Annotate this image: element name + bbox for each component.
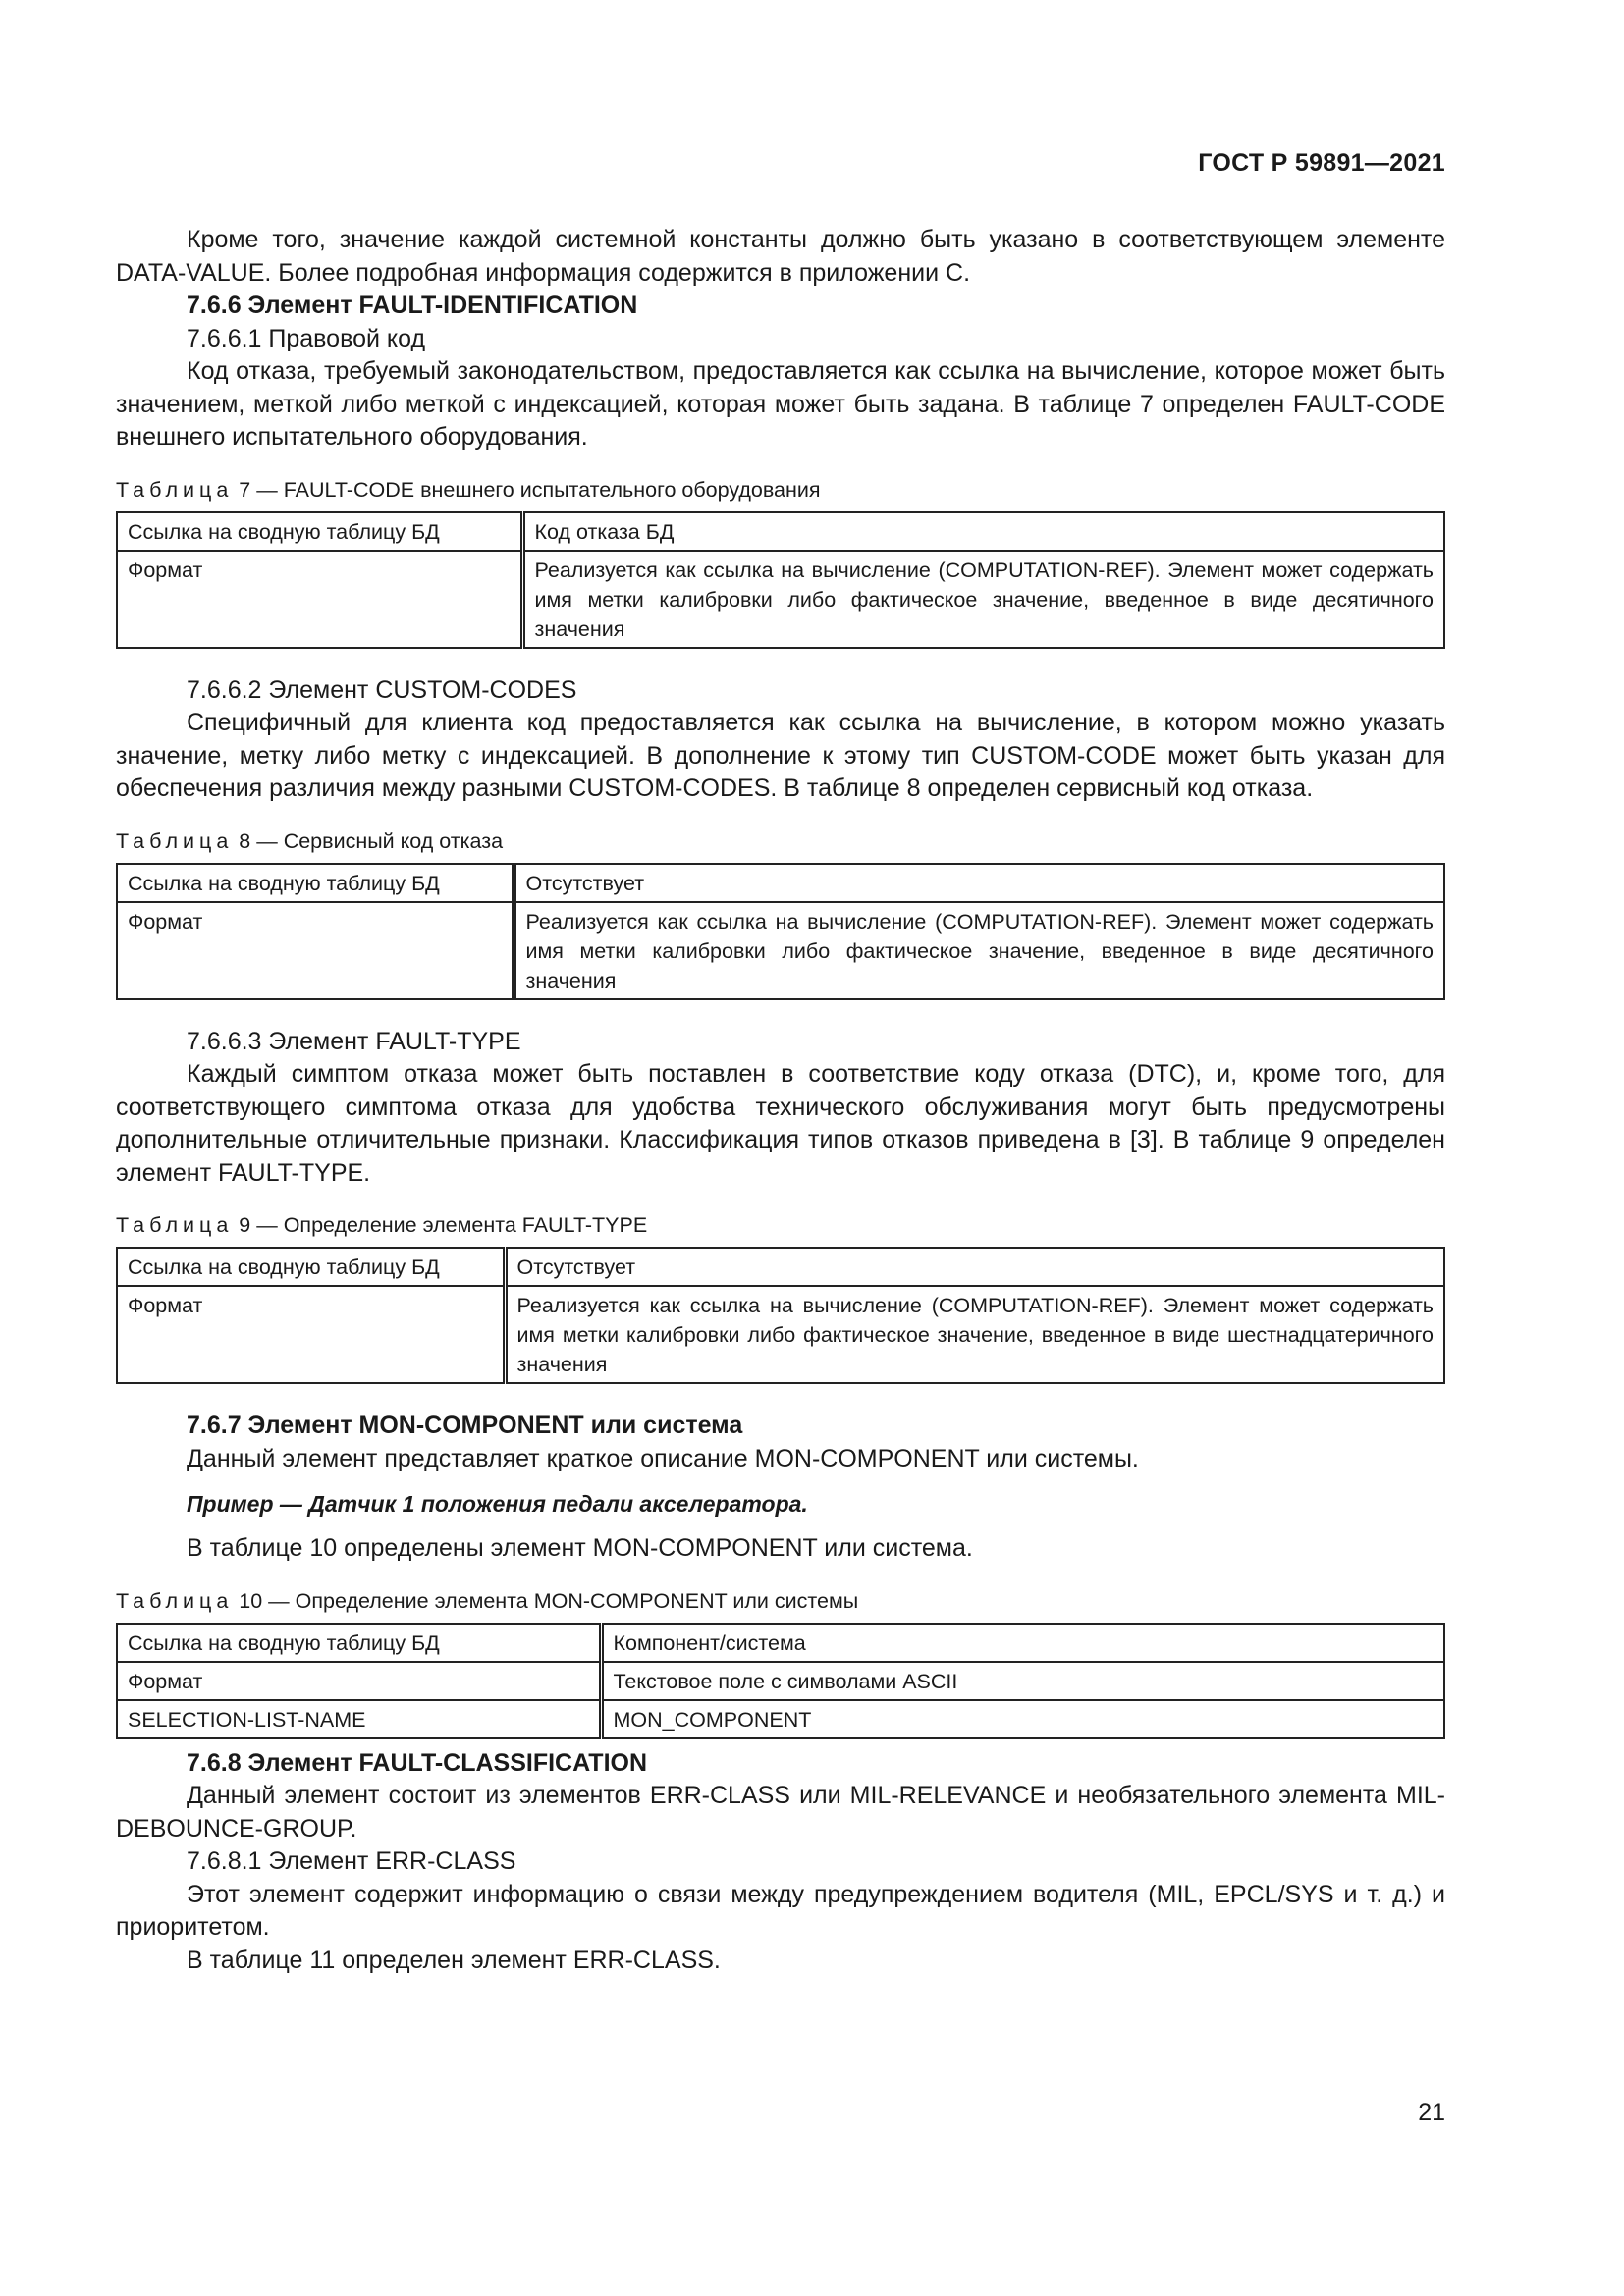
paragraph-7-6-7-table-ref: В таблице 10 определены элемент MON-COMPONENT или система. — [187, 1534, 973, 1562]
paragraph-7-6-6-2: Специфичный для клиента код предоставляется как ссылка на вычисление, в котором можно указать значение, метку либо метку с индексацией. В дополнение к этому тип CUSTOM-CODE может быть указан для обеспечения различия между разными CUSTOM-CODES. В таблице 8 определен сервисный код отказа. — [116, 709, 1445, 802]
paragraph-7-6-8: Данный элемент состоит из элементов ERR-CLASS или MIL-RELEVANCE и необязательного элемента MIL-DEBOUNCE-GROUP. — [116, 1782, 1445, 1842]
table-9-caption — [116, 1211, 1445, 1239]
subsection-7-6-6-3-title: 7.6.6.3 Элемент FAULT-TYPE — [187, 1027, 521, 1055]
table-8-caption-word: Таблица — [116, 828, 234, 853]
table-8 — [116, 863, 1445, 1000]
table-9-caption-word: Таблица — [116, 1213, 234, 1237]
table-cell: Ссылка на сводную таблицу БД — [117, 512, 522, 551]
table-row — [117, 1662, 1444, 1700]
table-7-caption-word: Таблица — [116, 477, 234, 502]
table-cell: Компонент/система — [601, 1624, 1444, 1662]
table-10 — [116, 1623, 1445, 1739]
table-cell: Ссылка на сводную таблицу БД — [117, 1248, 505, 1286]
table-10-caption — [116, 1587, 1445, 1615]
table-cell: Отсутствует — [505, 1248, 1444, 1286]
subsection-7-6-8-1-title: 7.6.8.1 Элемент ERR-CLASS — [187, 1847, 516, 1875]
table-8-caption — [116, 828, 1445, 855]
table-row — [117, 1248, 1444, 1286]
table-cell: Реализуется как ссылка на вычисление (COMPUTATION-REF). Элемент может содержать имя метки калибровки либо фактическое значение, введенное в виде шестнадцатеричного значения — [505, 1286, 1444, 1383]
table-row — [117, 1286, 1444, 1383]
subsection-7-6-6-1-title: 7.6.6.1 Правовой код — [187, 324, 426, 352]
table-cell: Ссылка на сводную таблицу БД — [117, 864, 514, 902]
paragraph-7-6-8-1: Этот элемент содержит информацию о связи между предупреждением водителя (MIL, EPCL/SYS и т. д.) и приоритетом. — [116, 1880, 1445, 1941]
table-row — [117, 512, 1444, 551]
table-7-caption-text: 7 — FAULT-CODE внешнего испытательного оборудования — [239, 477, 821, 502]
document-header: ГОСТ Р 59891—2021 — [1198, 149, 1445, 177]
table-cell: Формат — [117, 902, 514, 999]
paragraph-7-6-8-1-table-ref: В таблице 11 определен элемент ERR-CLASS. — [187, 1946, 721, 1974]
intro-paragraph: Кроме того, значение каждой системной константы должно быть указано в соответствующем элементе DATA-VALUE. Более подробная информация содержится в приложении С. — [116, 226, 1445, 287]
table-cell: Ссылка на сводную таблицу БД — [117, 1624, 601, 1662]
table-row — [117, 551, 1444, 648]
table-cell: SELECTION-LIST-NAME — [117, 1700, 601, 1738]
table-cell: MON_COMPONENT — [601, 1700, 1444, 1738]
table-row — [117, 1624, 1444, 1662]
subsection-7-6-6-2-title: 7.6.6.2 Элемент CUSTOM-CODES — [187, 675, 577, 704]
table-7-caption — [116, 476, 1445, 504]
table-cell: Отсутствует — [514, 864, 1444, 902]
paragraph-7-6-6-1: Код отказа, требуемый законодательством, предоставляется как ссылка на вычисление, которое может быть значением, меткой либо меткой с индексацией, которая может быть задана. В таблице 7 определен FAULT-CODE внешнего испытательного оборудования. — [116, 357, 1445, 451]
table-cell: Формат — [117, 551, 522, 648]
table-7 — [116, 511, 1445, 649]
table-9-caption-text: 9 — Определение элемента FAULT-TYPE — [239, 1213, 648, 1237]
example-note: Пример — Датчик 1 положения педали акселератора. — [187, 1491, 808, 1517]
table-row — [117, 902, 1444, 999]
table-cell: Текстовое поле с символами ASCII — [601, 1662, 1444, 1700]
table-cell: Формат — [117, 1286, 505, 1383]
paragraph-7-6-7: Данный элемент представляет краткое описание MON-COMPONENT или системы. — [187, 1444, 1139, 1472]
table-row — [117, 1700, 1444, 1738]
table-row — [117, 864, 1444, 902]
table-cell: Формат — [117, 1662, 601, 1700]
section-7-6-7-title: 7.6.7 Элемент MON-COMPONENT или система — [187, 1412, 743, 1439]
table-10-caption-word: Таблица — [116, 1588, 234, 1613]
table-10-caption-text: 10 — Определение элемента MON-COMPONENT или системы — [239, 1588, 859, 1613]
table-cell: Реализуется как ссылка на вычисление (COMPUTATION-REF). Элемент может содержать имя метки калибровки либо фактическое значение, введенное в виде десятичного значения — [514, 902, 1444, 999]
table-8-caption-text: 8 — Сервисный код отказа — [239, 828, 504, 853]
section-7-6-8-title: 7.6.8 Элемент FAULT-CLASSIFICATION — [187, 1748, 648, 1777]
table-cell: Реализуется как ссылка на вычисление (COMPUTATION-REF). Элемент может содержать имя метки калибровки либо фактическое значение, введенное в виде десятичного значения — [522, 551, 1444, 648]
page-number: 21 — [1418, 2099, 1445, 2126]
page-content — [116, 224, 1445, 1977]
section-7-6-6-title: 7.6.6 Элемент FAULT-IDENTIFICATION — [187, 292, 638, 319]
table-9 — [116, 1247, 1445, 1384]
paragraph-7-6-6-3: Каждый симптом отказа может быть поставлен в соответствие коду отказа (DTC), и, кроме того, для соответствующего симптома отказа для удобства технического обслуживания могут быть предусмотрены дополнительные отличительные признаки. Классификация типов отказов приведена в [3]. В таблице 9 определен элемент FAULT-TYPE. — [116, 1060, 1445, 1187]
table-cell: Код отказа БД — [522, 512, 1444, 551]
